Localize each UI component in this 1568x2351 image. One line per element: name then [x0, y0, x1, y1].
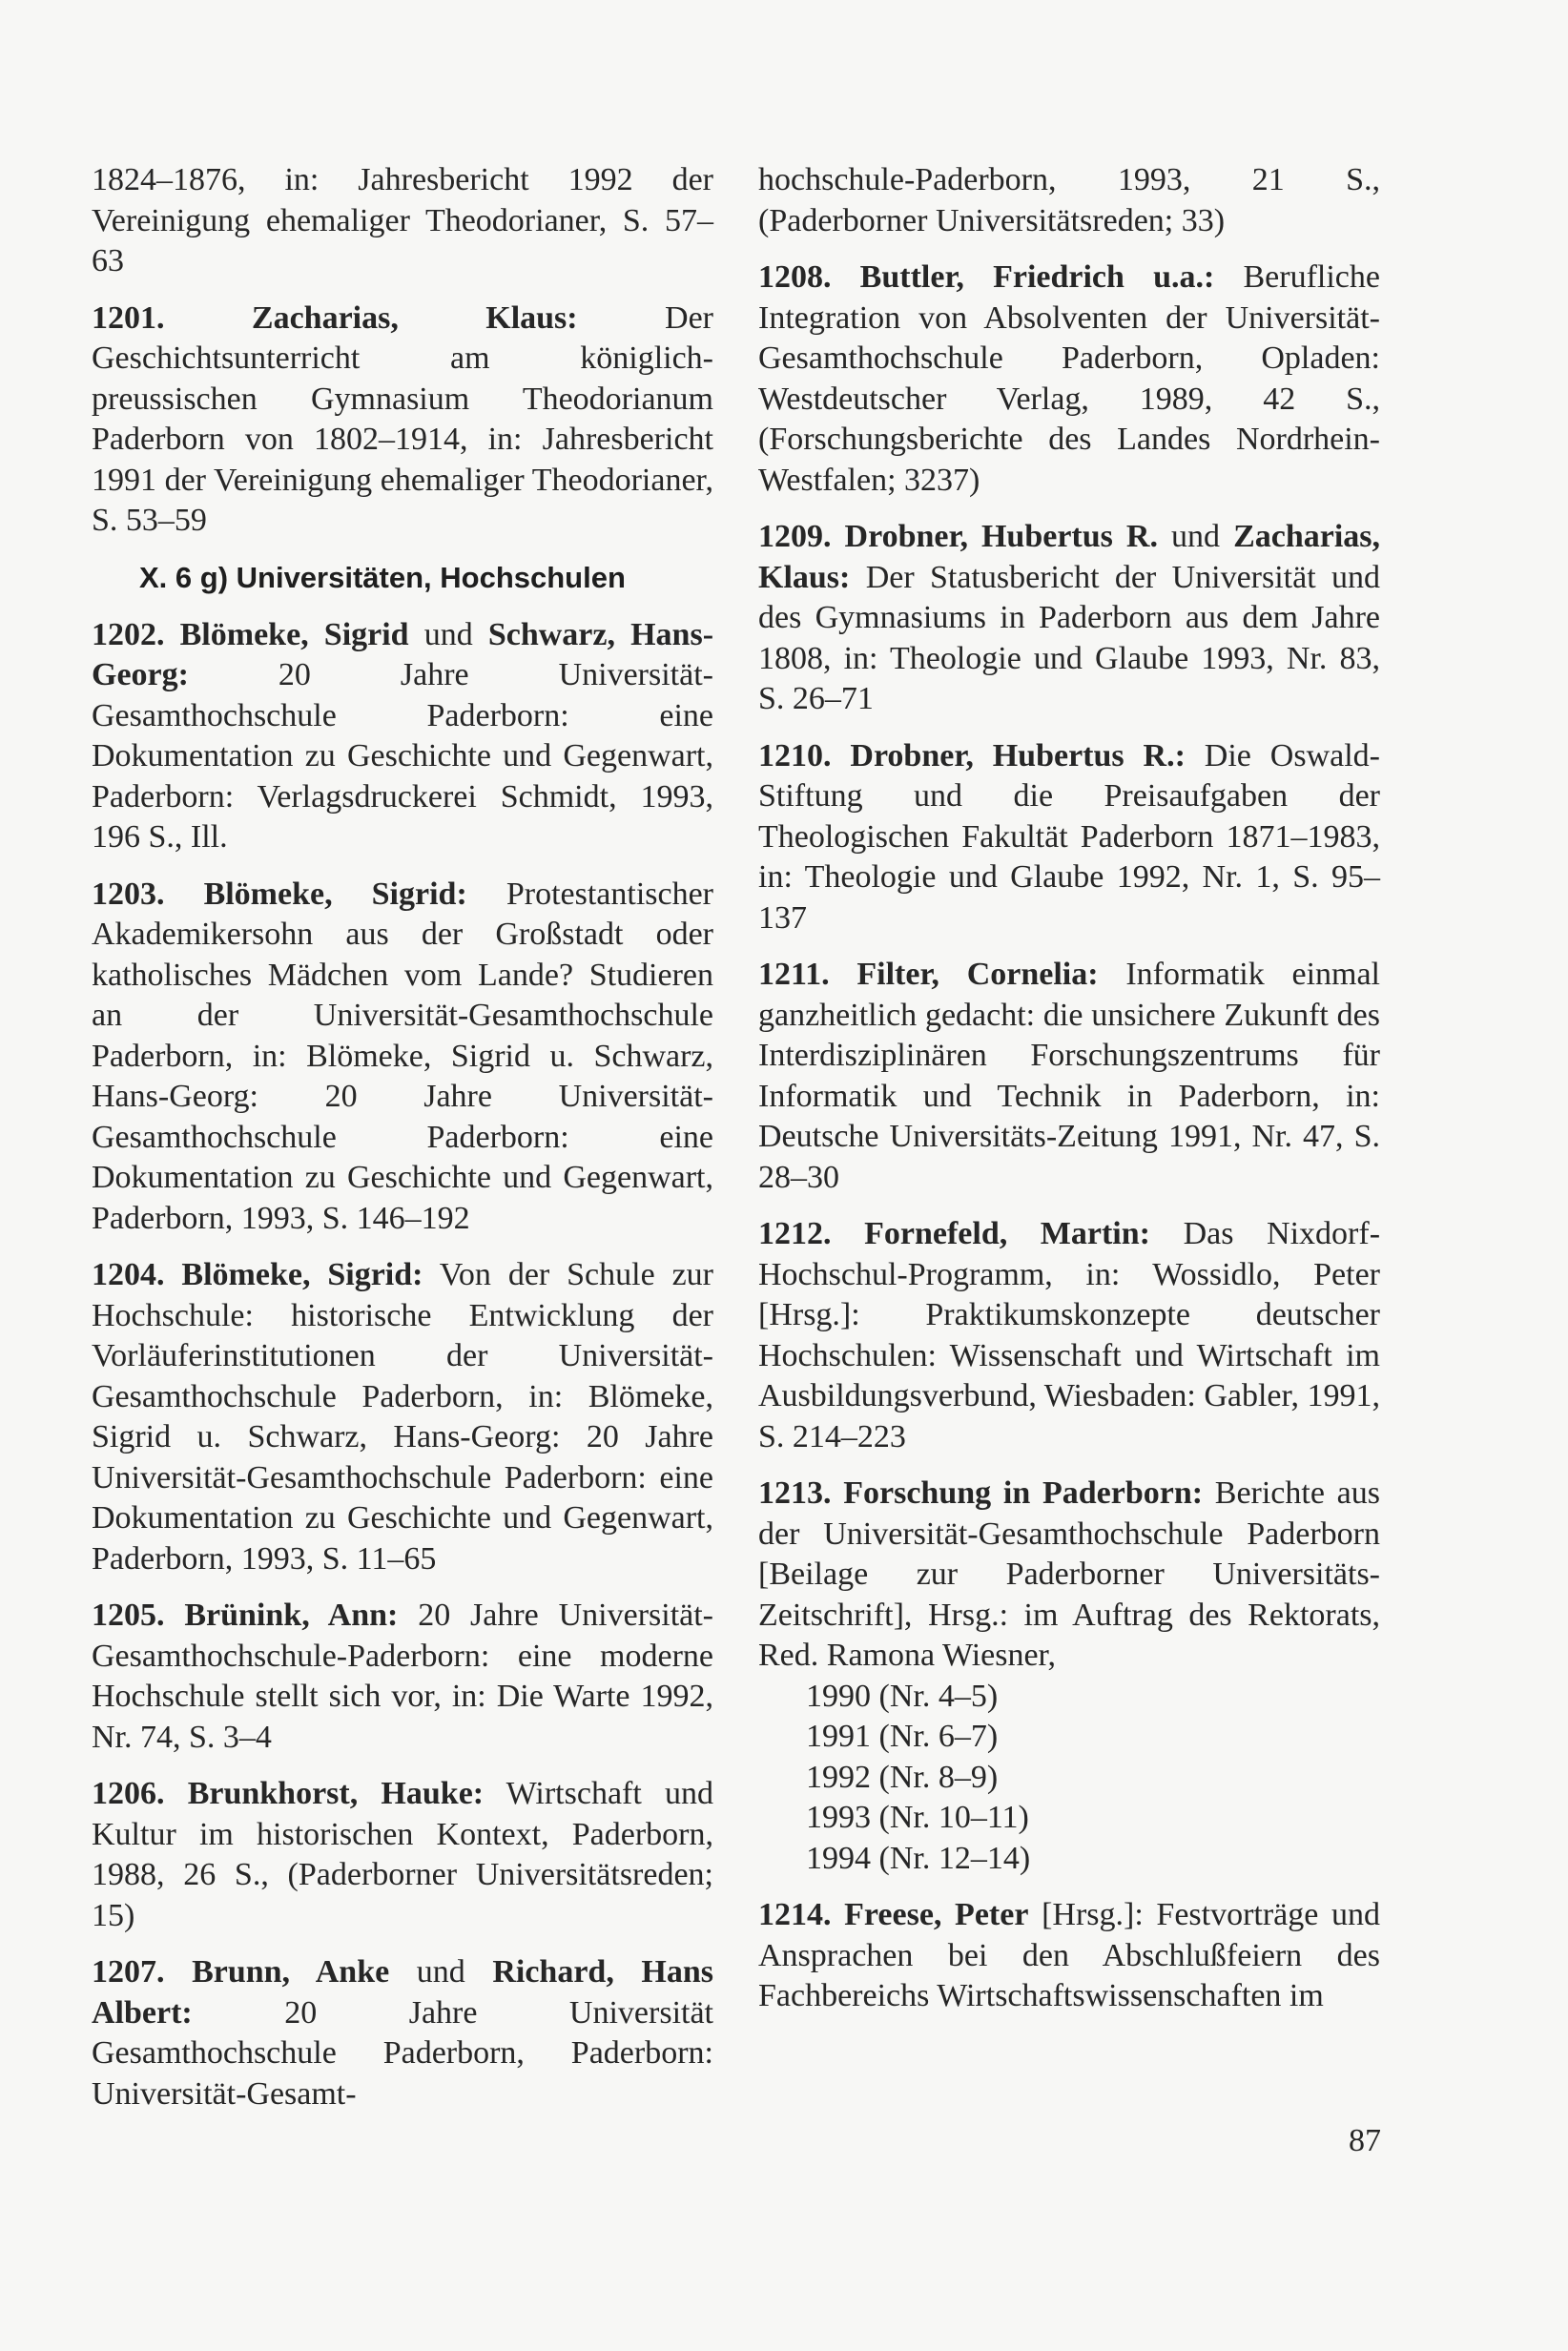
- entry-number: 1210.: [758, 737, 832, 773]
- entry-text: Der Geschichtsunterricht am königlich-preussischen Gymnasium Theodorianum Paderborn von 1802–1914, in: Jahresbericht 1991 der Vereinigung ehemaliger Theodorianer, S. 53–59: [92, 299, 713, 538]
- entry-number: 1202.: [92, 616, 165, 652]
- entry-author: Drobner, Hubertus R.:: [850, 737, 1186, 773]
- continuation-text: 1824–1876, in: Jahresbericht 1992 der Vereinigung ehemaliger Theodorianer, S. 57–63: [92, 162, 713, 278]
- entry-author: Forschung in Paderborn:: [843, 1475, 1204, 1511]
- entry-author: Zacharias, Klaus:: [758, 519, 1381, 595]
- entry-text: Der Statusbericht der Universität und des Gymnasiums in Paderborn aus dem Jahre 1808, in: Theologie und Glaube 1993, Nr. 83, S. 26–71: [758, 559, 1380, 716]
- entry-number: 1204.: [92, 1257, 165, 1292]
- entry-number: 1205.: [92, 1598, 165, 1633]
- section-heading: X. 6 g) Universitäten, Hochschulen: [139, 560, 626, 594]
- entry-1205: [92, 1596, 713, 1758]
- entry-1208: [758, 258, 1380, 501]
- entry-1210: [758, 736, 1380, 939]
- year-list: [758, 1677, 1380, 1880]
- year-item: 1993 (Nr. 10–11): [806, 1800, 1029, 1835]
- entry-number: 1207.: [92, 1954, 165, 1990]
- entry-author: Fornefeld, Martin:: [864, 1216, 1150, 1251]
- entry-text: und: [408, 616, 488, 652]
- entry-number: 1213.: [758, 1475, 832, 1511]
- entry-author: Blömeke, Sigrid: [179, 616, 409, 652]
- entry-text: [Hrsg.]: Festvorträge und Ansprachen bei den Abschlußfeiern des Fachbereichs Wirtschaftswissenschaften im: [758, 1897, 1381, 2013]
- entry-number: 1203.: [92, 876, 165, 912]
- entry-text: 20 Jahre Universität-Gesamthochschule Paderborn: eine Dokumentation zu Geschichte und Gegenwart, Paderborn: Verlagsdruckerei Schmidt, 1993, 196 S., Ill.: [92, 657, 713, 855]
- entry-author: Blömeke, Sigrid:: [203, 876, 467, 912]
- entry-number: 1206.: [92, 1776, 165, 1811]
- entry-author: Brünink, Ann:: [184, 1598, 399, 1633]
- year-item: 1990 (Nr. 4–5): [806, 1678, 999, 1714]
- entry-number: 1211.: [758, 957, 830, 992]
- entry-1214: [758, 1895, 1380, 2017]
- entry-author: Freese, Peter: [844, 1897, 1029, 1932]
- right-column: [758, 160, 1380, 2033]
- entry-1211: [758, 955, 1380, 1198]
- entry-1212: [758, 1214, 1380, 1457]
- entry-text: 20 Jahre Universität-Gesamthochschule-Paderborn: eine moderne Hochschule stellt sich vor, in: Die Warte 1992, Nr. 74, S. 3–4: [92, 1598, 714, 1755]
- entry-text: Berichte aus der Universität-Gesamthochschule Paderborn [Beilage zur Paderborner Universitäts-Zeitschrift], Hrsg.: im Auftrag des Rektorats, Red. Ramona Wiesner,: [758, 1475, 1380, 1673]
- entry-number: 1208.: [758, 259, 832, 295]
- entry-author: Filter, Cornelia:: [856, 957, 1099, 992]
- entry-number: 1214.: [758, 1897, 832, 1932]
- entry-author: Zacharias, Klaus:: [251, 299, 578, 336]
- page-number: 87: [1349, 2123, 1381, 2158]
- entry-1203: [92, 875, 713, 1240]
- left-column: [92, 160, 713, 2131]
- entry-1204: [92, 1255, 713, 1579]
- entry-number: 1212.: [758, 1216, 832, 1251]
- entry-author: Brunn, Anke: [192, 1954, 390, 1990]
- entry-number: 1209.: [758, 519, 832, 554]
- entry-text: Berufliche Integration von Absolventen der Universität-Gesamthochschule Paderborn, Opladen: Westdeutscher Verlag, 1989, 42 S., (Forschungsberichte des Landes Nordrhein-Westfalen; 3237): [758, 259, 1380, 498]
- entry-text: Protestantischer Akademikersohn aus der Großstadt oder katholisches Mädchen vom Lande? Studieren an der Universität-Gesamthochschule Paderborn, in: Blömeke, Sigrid u. Schwarz, Hans-Georg: 20 Jahre Universität-Gesamthochschule Paderborn: eine Dokumentation zu Geschichte und Gegenwart, Paderborn, 1993, S. 146–192: [92, 876, 713, 1236]
- entry-text: Wirtschaft und Kultur im historischen Kontext, Paderborn, 1988, 26 S., (Paderborner Universitätsreden; 15): [92, 1776, 713, 1933]
- entry-text: Informatik einmal ganzheitlich gedacht: die unsichere Zukunft des Interdisziplinären Forschungszentrums für Informatik und Technik in Paderborn, in: Deutsche Universitäts-Zeitung 1991, Nr. 47, S. 28–30: [758, 957, 1381, 1195]
- entry-text: Die Oswald-Stiftung und die Preisaufgaben der Theologischen Fakultät Paderborn 1871–1983, in: Theologie und Glaube 1992, Nr. 1, S. 95–137: [758, 737, 1380, 936]
- entry-1209: [758, 517, 1380, 720]
- entry-author: Richard, Hans Albert:: [92, 1954, 713, 2031]
- entry-1207: [92, 1952, 713, 2114]
- entry-author: Schwarz, Hans-Georg:: [92, 616, 714, 692]
- year-item: 1991 (Nr. 6–7): [806, 1719, 999, 1754]
- entry-1206: [92, 1774, 713, 1936]
- entry-author: Buttler, Friedrich u.a.:: [859, 259, 1215, 295]
- entry-text: Von der Schule zur Hochschule: historische Entwicklung der Vorläuferinstitutionen der Universität-Gesamthochschule Paderborn, in: Blömeke, Sigrid u. Schwarz, Hans-Georg: 20 Jahre Universität-Gesamthochschule Paderborn: eine Dokumentation zu Geschichte und Gegenwart, Paderborn, 1993, S. 11–65: [92, 1257, 713, 1577]
- entry-author: Brunkhorst, Hauke:: [187, 1776, 485, 1811]
- year-item: 1994 (Nr. 12–14): [806, 1840, 1031, 1876]
- entry-1202: [92, 615, 713, 858]
- entry-author: Blömeke, Sigrid:: [181, 1257, 423, 1292]
- entry-text: 20 Jahre Universität Gesamthochschule Paderborn, Paderborn: Universität-Gesamt-: [92, 1994, 713, 2112]
- entry-text: Das Nixdorf-Hochschul-Programm, in: Wossidlo, Peter [Hrsg.]: Praktikumskonzepte deutscher Hochschulen: Wissenschaft und Wirtschaft im Ausbildungsverbund, Wiesbaden: Gabler, 1991, S. 214–223: [758, 1216, 1381, 1454]
- entry-1213: [758, 1474, 1380, 1677]
- entry-author: Drobner, Hubertus R.: [844, 519, 1158, 554]
- year-item: 1992 (Nr. 8–9): [806, 1759, 999, 1795]
- entry-number: 1201.: [92, 299, 165, 336]
- entry-text: und: [1158, 519, 1234, 554]
- continuation-text: hochschule-Paderborn, 1993, 21 S., (Paderborner Universitätsreden; 33): [758, 162, 1380, 238]
- entry-text: und: [389, 1954, 493, 1990]
- entry-1201: [92, 299, 713, 542]
